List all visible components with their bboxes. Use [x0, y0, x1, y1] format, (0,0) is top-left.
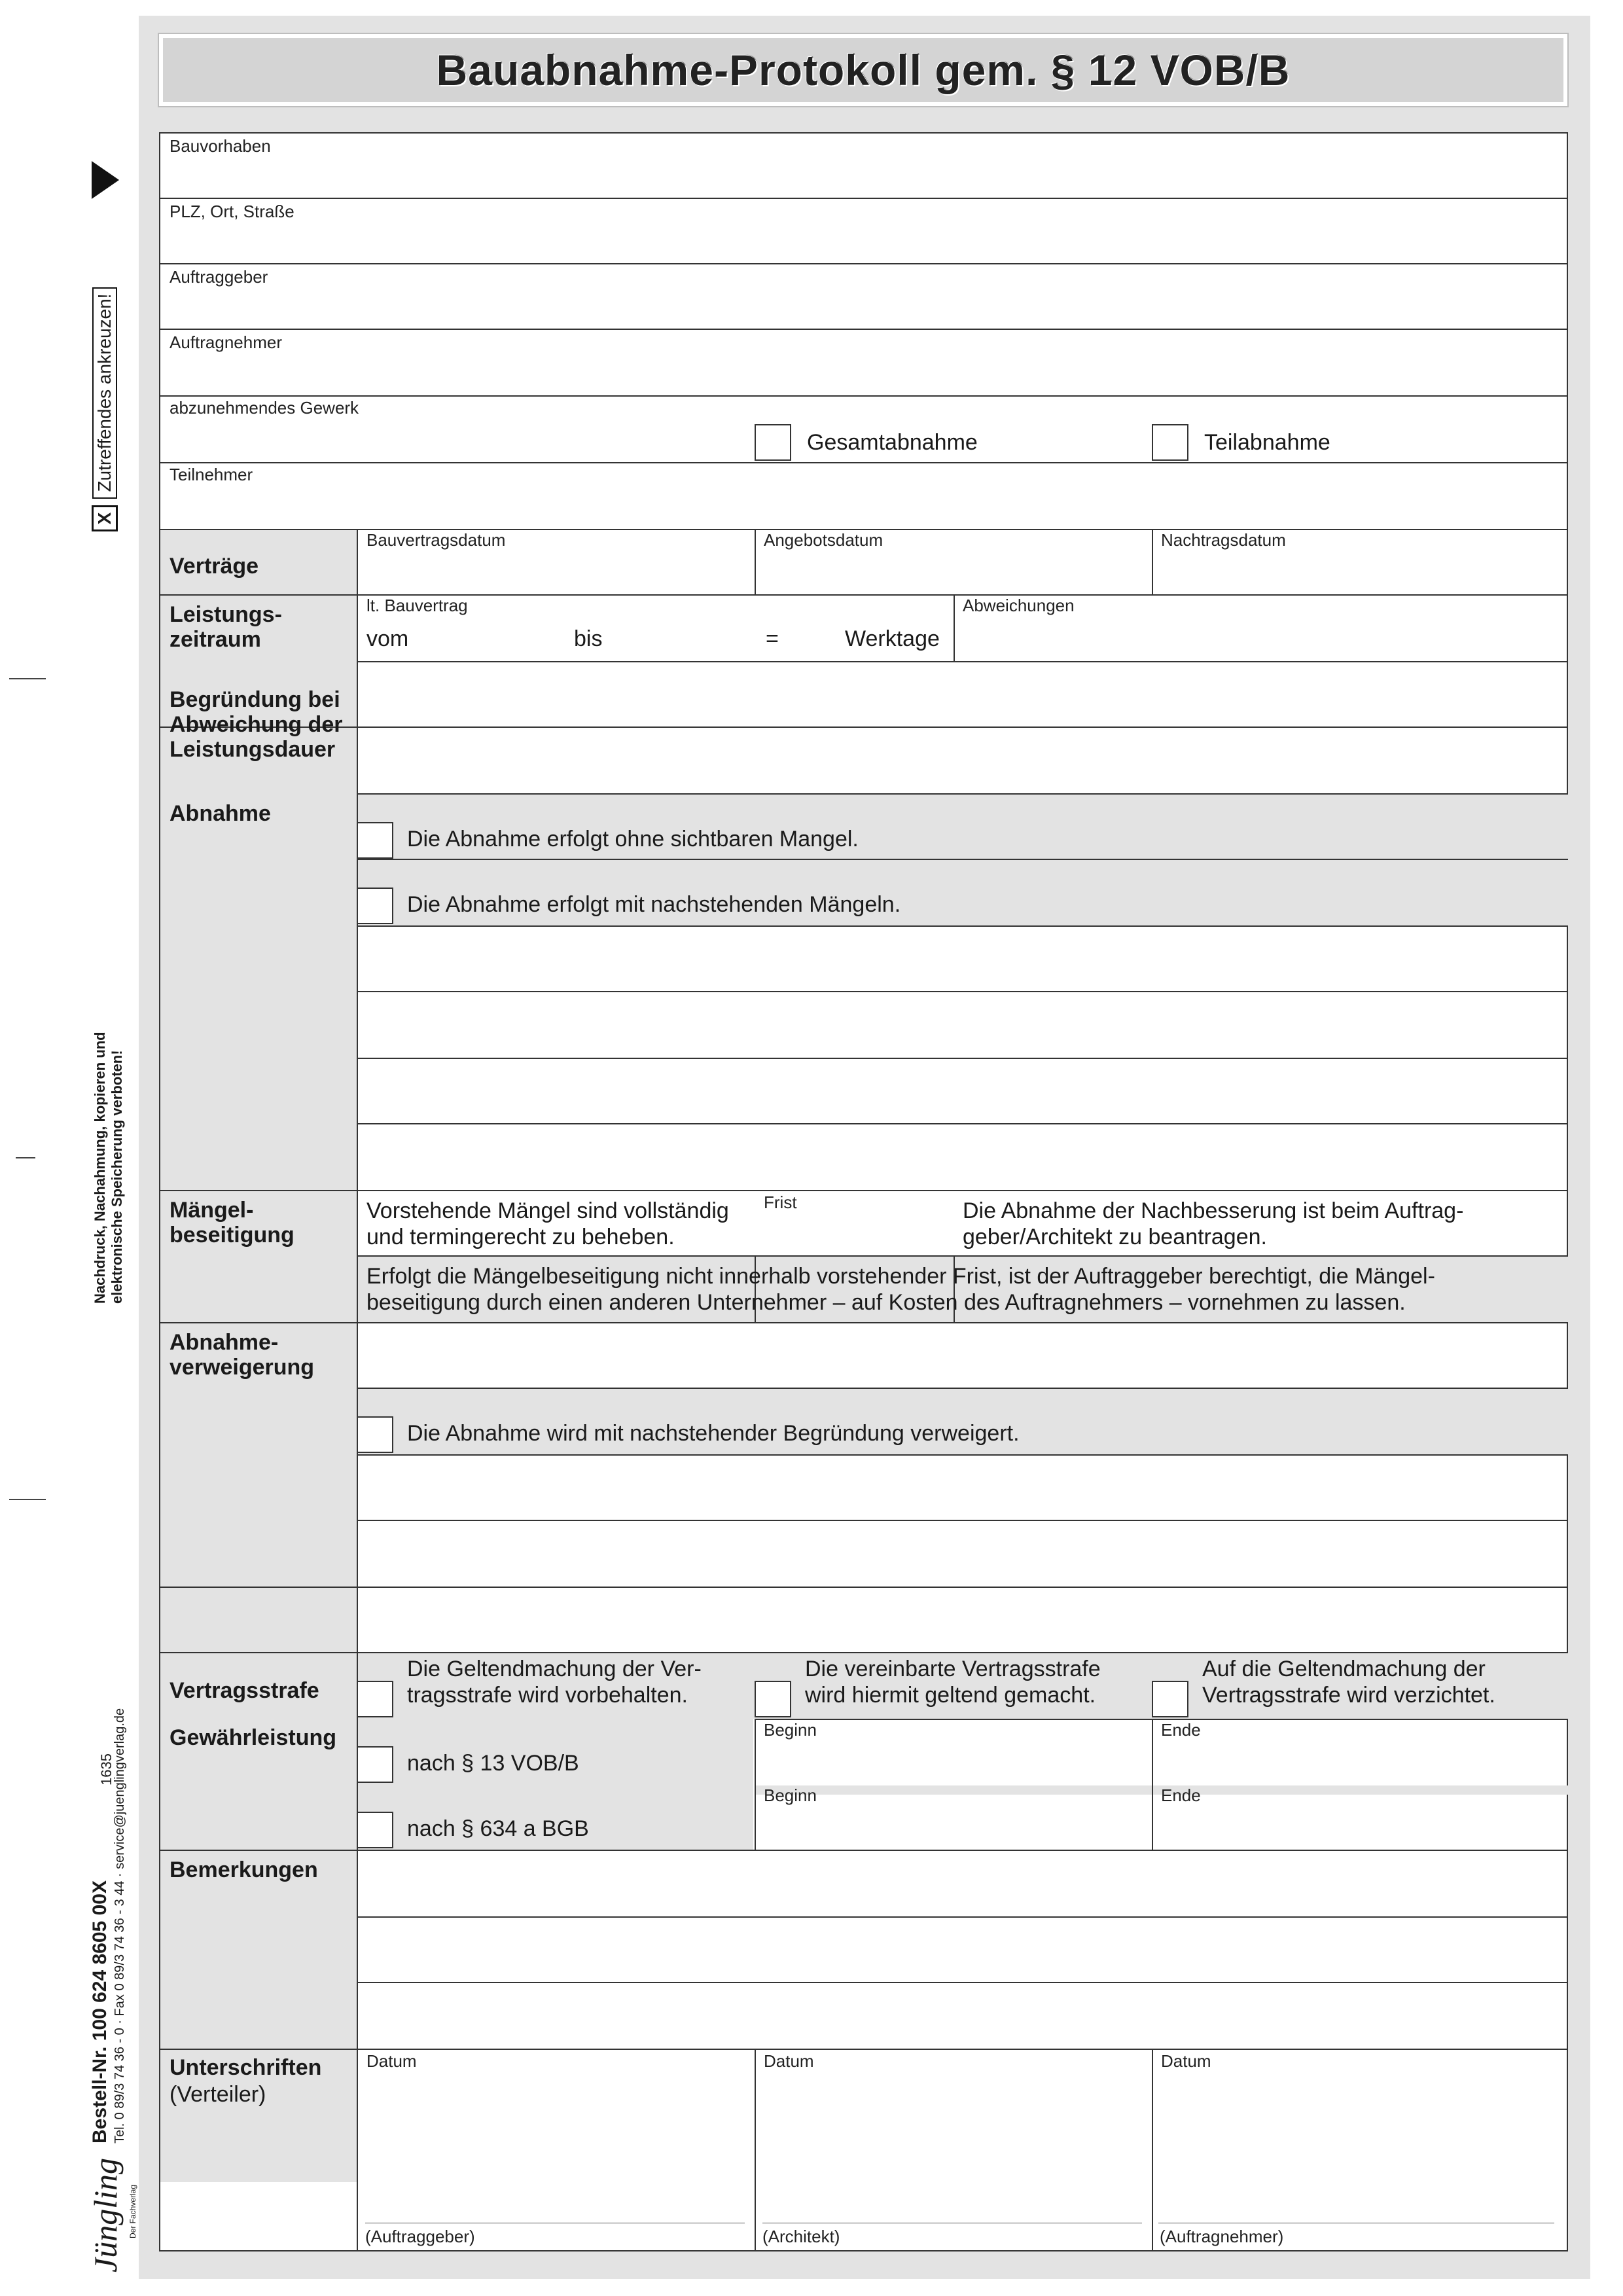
- form: [159, 132, 1568, 2251]
- gesamtabnahme-checkbox[interactable]: [755, 424, 791, 461]
- page-title: Bauabnahme-Protokoll gem. § 12 VOB/B: [436, 46, 1291, 94]
- form-code: 1635: [98, 1753, 115, 1785]
- abnahme-option-1: Die Abnahme erfolgt ohne sichtbaren Mangel.: [407, 827, 859, 852]
- copyright-line: Nachdruck, Nachahmung, kopieren und: [92, 1031, 108, 1304]
- datum-label: Datum: [1161, 2051, 1211, 2071]
- vertragsstrafe-verzichtet-checkbox[interactable]: [1152, 1681, 1188, 1717]
- auftragnehmer-label: Auftragnehmer: [169, 332, 282, 352]
- teilabnahme-label: Teilabnahme: [1204, 430, 1330, 455]
- maengel-text-3: [366, 1263, 1435, 1316]
- text-line: Die Abnahme der Nachbesserung ist beim Auftrag-: [963, 1198, 1464, 1223]
- plz-label: PLZ, Ort, Straße: [169, 202, 294, 221]
- gewaehrleistung-bgb-checkbox[interactable]: [357, 1812, 393, 1848]
- angebotsdatum-label: Angebotsdatum: [764, 530, 883, 550]
- text-line: Auf die Geltendmachung der: [1202, 1657, 1486, 1681]
- unterschriften-label: Unterschriften: [169, 2055, 322, 2080]
- text-line: Die vereinbarte Vertragsstrafe: [805, 1657, 1101, 1681]
- label-line: Leistungsdauer: [169, 737, 336, 762]
- verweigerung-checkbox[interactable]: [357, 1416, 393, 1453]
- copyright-notice: [92, 1031, 126, 1304]
- abnahme-mit-maengeln-checkbox[interactable]: [357, 888, 393, 924]
- abnahme-label: Abnahme: [169, 801, 271, 826]
- bis-label: bis: [574, 626, 603, 651]
- teilnehmer-label: Teilnehmer: [169, 465, 253, 484]
- maengel-text-1: [366, 1198, 729, 1250]
- vertragsstrafe-label: Vertragsstrafe: [169, 1678, 319, 1703]
- label-line: Abnahme-: [169, 1330, 279, 1355]
- gewaehrleistung-vob-checkbox[interactable]: [357, 1746, 393, 1783]
- teilabnahme-checkbox[interactable]: [1152, 424, 1188, 461]
- ende-label: Ende: [1161, 1785, 1201, 1805]
- order-number: Bestell-Nr. 100 624 8605 00X: [89, 1880, 111, 2144]
- text-line: Vorstehende Mängel sind vollständig: [366, 1198, 729, 1223]
- fold-mark: [9, 678, 46, 679]
- maengel-text-2: [963, 1198, 1463, 1250]
- signature-auftraggeber: (Auftraggeber): [365, 2227, 475, 2246]
- abweichungen-label: Abweichungen: [963, 596, 1075, 615]
- gewaehrleistung-label: Gewährleistung: [169, 1725, 337, 1750]
- verweigerung-label: [169, 1330, 314, 1380]
- auftraggeber-label: Auftraggeber: [169, 267, 268, 287]
- vertragsstrafe-option-3: [1202, 1656, 1495, 1708]
- text-line: beseitigung durch einen anderen Unternehmer – auf Kosten des Auftragnehmers – vornehmen zu lassen.: [366, 1290, 1406, 1315]
- bauvorhaben-label: Bauvorhaben: [169, 136, 271, 156]
- vertragsstrafe-geltend-checkbox[interactable]: [755, 1681, 791, 1717]
- vertragsstrafe-option-1: [407, 1656, 702, 1708]
- label-line: Abweichung der: [169, 712, 343, 737]
- publisher-logo: Jüngling: [87, 2158, 124, 2272]
- gewaehrleistung-option-1: nach § 13 VOB/B: [407, 1751, 579, 1776]
- signature-auftragnehmer: (Auftragnehmer): [1160, 2227, 1284, 2246]
- copyright-line: elektronische Speicherung verboten!: [109, 1050, 125, 1304]
- abnahme-ohne-mangel-checkbox[interactable]: [357, 822, 393, 859]
- label-line: zeitraum: [169, 627, 261, 652]
- fold-mark: [9, 1499, 46, 1500]
- begruendung-label: [169, 687, 342, 762]
- maengel-label: [169, 1198, 294, 1247]
- frist-label: Frist: [764, 1193, 797, 1212]
- publisher-tagline: Der Fachverlag: [128, 2184, 137, 2238]
- text-line: tragsstrafe wird vorbehalten.: [407, 1683, 688, 1708]
- ankreuzen-hint: [92, 287, 118, 531]
- signature-architekt: (Architekt): [762, 2227, 840, 2246]
- werktage-label: Werktage: [845, 626, 940, 651]
- vertraege-label: Verträge: [169, 554, 259, 579]
- text-line: Erfolgt die Mängelbeseitigung nicht innerhalb vorstehender Frist, ist der Auftraggeber berechtigt, die Mängel-: [366, 1264, 1435, 1289]
- label-line: beseitigung: [169, 1223, 294, 1247]
- verweigerung-option: Die Abnahme wird mit nachstehender Begründung verweigert.: [407, 1421, 1020, 1446]
- text-line: geber/Architekt zu beantragen.: [963, 1225, 1267, 1249]
- bauvertragsdatum-label: Bauvertragsdatum: [366, 530, 506, 550]
- nachtragsdatum-label: Nachtragsdatum: [1161, 530, 1286, 550]
- label-line: Mängel-: [169, 1198, 254, 1223]
- title-bar: [159, 34, 1567, 106]
- lt-bauvertrag-label: lt. Bauvertrag: [366, 596, 468, 615]
- text-line: Vertragsstrafe wird verzichtet.: [1202, 1683, 1495, 1708]
- datum-label: Datum: [764, 2051, 814, 2071]
- text-line: wird hiermit geltend gemacht.: [805, 1683, 1096, 1708]
- ankreuzen-text: Zutreffendes ankreuzen!: [92, 287, 117, 499]
- text-line: und termingerecht zu beheben.: [366, 1225, 675, 1249]
- leistungszeitraum-label: [169, 602, 282, 652]
- datum-label: Datum: [366, 2051, 417, 2071]
- bemerkungen-label: Bemerkungen: [169, 1857, 318, 1882]
- gewerk-label: abzunehmendes Gewerk: [169, 398, 359, 418]
- label-line: Leistungs-: [169, 602, 282, 627]
- fold-mark: [16, 1157, 35, 1158]
- beginn-label: Beginn: [764, 1785, 817, 1805]
- label-line: verweigerung: [169, 1355, 315, 1380]
- contact-line: Tel. 0 89/3 74 36 - 0 · Fax 0 89/3 74 36 - 3 44 · service@juenglingverlag.de: [113, 1708, 127, 2144]
- ende-label: Ende: [1161, 1720, 1201, 1740]
- text-line: Die Geltendmachung der Ver-: [407, 1657, 702, 1681]
- verteiler-label: (Verteiler): [169, 2082, 266, 2107]
- gesamtabnahme-label: Gesamtabnahme: [807, 430, 978, 455]
- label-line: Begründung bei: [169, 687, 340, 712]
- beginn-label: Beginn: [764, 1720, 817, 1740]
- cross-box-icon: X: [92, 505, 118, 531]
- vom-label: vom: [366, 626, 409, 651]
- abnahme-option-2: Die Abnahme erfolgt mit nachstehenden Mängeln.: [407, 892, 901, 917]
- vertragsstrafe-vorbehalten-checkbox[interactable]: [357, 1681, 393, 1717]
- equals-label: =: [766, 626, 779, 651]
- arrow-right-icon: [92, 161, 119, 199]
- gewaehrleistung-option-2: nach § 634 a BGB: [407, 1816, 589, 1841]
- vertragsstrafe-option-2: [805, 1656, 1101, 1708]
